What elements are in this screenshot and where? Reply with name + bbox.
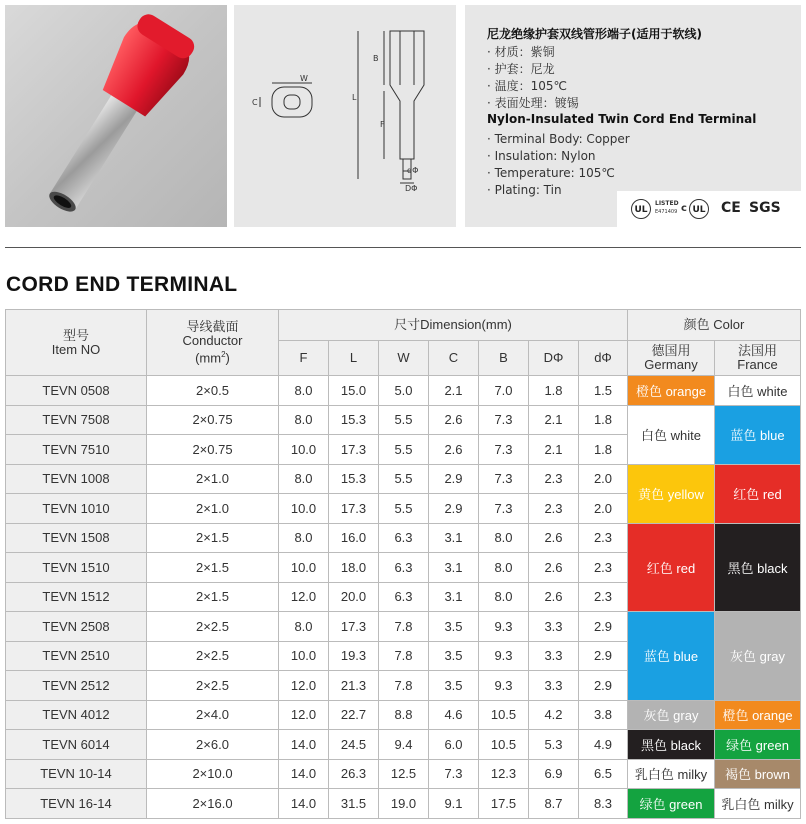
dimension-cell: 18.0	[329, 553, 379, 583]
dimension-cell: 2.9	[429, 464, 479, 494]
conductor-cell: 2×2.5	[147, 612, 279, 642]
table-row	[6, 700, 801, 730]
germany-color-cell: 黑色 black	[628, 730, 715, 760]
dimension-cell: 1.8	[529, 376, 579, 406]
dimension-cell: 7.3	[429, 759, 479, 789]
header-item: 型号 Item NO	[6, 310, 147, 376]
dimension-cell: 5.5	[379, 464, 429, 494]
ce-mark-icon: CE	[721, 200, 741, 216]
dimension-cell: 7.8	[379, 641, 429, 671]
header-conductor: 导线截面 Conductor $(mm^2)$	[147, 310, 279, 376]
ul-listed-number: E471409	[655, 209, 678, 215]
item-number-cell: TEVN 16-14	[6, 789, 147, 819]
dimension-cell: 8.0	[479, 553, 529, 583]
france-color-cell: 白色 white	[715, 376, 801, 406]
dimension-cell: 3.1	[429, 523, 479, 553]
dimension-cell: 5.5	[379, 405, 429, 435]
spec-en-insulation: · Insulation: Nylon	[487, 149, 596, 163]
dimension-cell: 26.3	[329, 759, 379, 789]
dimension-cell: 20.0	[329, 582, 379, 612]
germany-color-cell: 橙色 orange	[628, 376, 715, 406]
dimension-cell: 31.5	[329, 789, 379, 819]
dimension-cell: 4.2	[529, 700, 579, 730]
dimension-cell: 12.0	[279, 671, 329, 701]
dimension-cell: 6.9	[529, 759, 579, 789]
item-number-cell: TEVN 7508	[6, 405, 147, 435]
section-divider	[5, 247, 801, 248]
table-row	[6, 789, 801, 819]
spec-cn-insulation: · 护套：尼龙	[487, 62, 555, 76]
item-number-cell: TEVN 1512	[6, 582, 147, 612]
germany-color-cell: 绿色 green	[628, 789, 715, 819]
dimension-cell: 2.0	[579, 464, 628, 494]
item-number-cell: TEVN 0508	[6, 376, 147, 406]
dimension-cell: 8.0	[479, 582, 529, 612]
dimension-cell: 12.0	[279, 582, 329, 612]
conductor-cell: 2×1.5	[147, 523, 279, 553]
header-dim: F	[279, 341, 329, 376]
technical-drawing	[234, 5, 456, 227]
dimension-cell: 7.3	[479, 464, 529, 494]
dimension-cell: 5.5	[379, 435, 429, 465]
dimension-cell: 7.8	[379, 671, 429, 701]
item-number-cell: TEVN 1510	[6, 553, 147, 583]
conductor-cell: 2×0.75	[147, 435, 279, 465]
spec-cn-plating: · 表面处理：镀锡	[487, 96, 579, 110]
dimension-cell: 10.0	[279, 494, 329, 524]
dimension-cell: 17.3	[329, 494, 379, 524]
item-number-cell: TEVN 7510	[6, 435, 147, 465]
dimension-cell: 2.6	[429, 435, 479, 465]
conductor-cell: 2×1.0	[147, 494, 279, 524]
france-color-cell: 蓝色 blue	[715, 405, 801, 464]
header-france: 法国用 France	[715, 341, 801, 376]
dimension-cell: 3.3	[529, 641, 579, 671]
dimension-cell: 3.5	[429, 641, 479, 671]
dimension-cell: 16.0	[329, 523, 379, 553]
dimension-cell: 4.6	[429, 700, 479, 730]
dimension-cell: 8.0	[279, 405, 329, 435]
dimension-cell: 12.0	[279, 700, 329, 730]
dim-d-inner-label: dΦ	[407, 166, 419, 175]
dimension-cell: 15.3	[329, 464, 379, 494]
dimension-cell: 9.4	[379, 730, 429, 760]
dimension-cell: 10.0	[279, 435, 329, 465]
conductor-cell: 2×4.0	[147, 700, 279, 730]
france-color-cell: 绿色 green	[715, 730, 801, 760]
dimension-cell: 1.8	[579, 435, 628, 465]
dimension-cell: 9.3	[479, 612, 529, 642]
item-number-cell: TEVN 6014	[6, 730, 147, 760]
dim-l-label: L	[352, 93, 357, 102]
germany-color-cell: 红色 red	[628, 523, 715, 612]
dimension-cell: 22.7	[329, 700, 379, 730]
page-title: CORD END TERMINAL	[6, 273, 238, 296]
dimension-cell: 8.8	[379, 700, 429, 730]
item-number-cell: TEVN 2508	[6, 612, 147, 642]
certification-logos	[617, 191, 801, 227]
dimension-cell: 4.9	[579, 730, 628, 760]
ul-listed-text: LISTED	[655, 200, 679, 207]
dimension-cell: 6.0	[429, 730, 479, 760]
dimension-cell: 7.8	[379, 612, 429, 642]
france-color-cell: 灰色 gray	[715, 612, 801, 701]
conductor-cell: 2×6.0	[147, 730, 279, 760]
dimension-cell: 7.3	[479, 494, 529, 524]
cul-prefix: c	[681, 203, 687, 214]
conductor-cell: 2×1.0	[147, 464, 279, 494]
header-dim: W	[379, 341, 429, 376]
dimension-cell: 8.0	[279, 523, 329, 553]
dimension-cell: 3.1	[429, 582, 479, 612]
conductor-cell: 2×1.5	[147, 582, 279, 612]
dim-w-label: W	[300, 74, 308, 83]
dimension-cell: 3.5	[429, 612, 479, 642]
dimension-cell: 7.3	[479, 405, 529, 435]
dimension-cell: 10.0	[279, 641, 329, 671]
dimension-cell: 9.3	[479, 641, 529, 671]
spec-en-body: · Terminal Body: Copper	[487, 132, 630, 146]
dimension-cell: 17.3	[329, 612, 379, 642]
dimension-cell: 9.3	[479, 671, 529, 701]
dimension-cell: 8.0	[479, 523, 529, 553]
conductor-cell: 2×0.75	[147, 405, 279, 435]
dimension-cell: 2.3	[579, 582, 628, 612]
conductor-cell: 2×0.5	[147, 376, 279, 406]
dimension-cell: 12.3	[479, 759, 529, 789]
dimension-cell: 5.5	[379, 494, 429, 524]
france-color-cell: 褐色 brown	[715, 759, 801, 789]
conductor-cell: 2×2.5	[147, 641, 279, 671]
conductor-cell: 2×2.5	[147, 671, 279, 701]
dimension-cell: 24.5	[329, 730, 379, 760]
header-dimension: 尺寸Dimension(mm)	[279, 310, 628, 341]
dimension-cell: 2.6	[429, 405, 479, 435]
dimension-cell: 2.1	[529, 435, 579, 465]
table-row	[6, 730, 801, 760]
table-row	[6, 464, 801, 494]
cord-end-terminal-image	[5, 5, 227, 227]
dimension-cell: 2.6	[529, 523, 579, 553]
item-number-cell: TEVN 1010	[6, 494, 147, 524]
dimension-cell: 2.9	[579, 671, 628, 701]
conductor-cell: 2×1.5	[147, 553, 279, 583]
germany-color-cell: 黄色 yellow	[628, 464, 715, 523]
dimension-cell: 15.0	[329, 376, 379, 406]
dimension-cell: 8.0	[279, 612, 329, 642]
item-number-cell: TEVN 4012	[6, 700, 147, 730]
title-en: Nylon-Insulated Twin Cord End Terminal	[487, 112, 757, 126]
dimension-cell: 17.3	[329, 435, 379, 465]
dimension-cell: 2.9	[579, 612, 628, 642]
germany-color-cell: 灰色 gray	[628, 700, 715, 730]
table-row	[6, 759, 801, 789]
item-number-cell: TEVN 1008	[6, 464, 147, 494]
dimension-cell: 14.0	[279, 789, 329, 819]
dimension-cell: 10.5	[479, 700, 529, 730]
header-dim: dΦ	[579, 341, 628, 376]
header-dim: B	[479, 341, 529, 376]
dimension-cell: 5.0	[379, 376, 429, 406]
dimension-cell: 9.1	[429, 789, 479, 819]
table-row	[6, 376, 801, 406]
dimension-cell: 14.0	[279, 730, 329, 760]
dimension-cell: 2.3	[579, 523, 628, 553]
dimension-cell: 3.3	[529, 671, 579, 701]
dimension-cell: 3.8	[579, 700, 628, 730]
spec-cn-temperature: · 温度：105℃	[487, 79, 568, 93]
dimension-cell: 8.0	[279, 464, 329, 494]
dimension-cell: 2.3	[579, 553, 628, 583]
france-color-cell: 红色 red	[715, 464, 801, 523]
dimension-cell: 19.0	[379, 789, 429, 819]
germany-color-cell: 蓝色 blue	[628, 612, 715, 701]
dimension-cell: 3.1	[429, 553, 479, 583]
france-color-cell: 橙色 orange	[715, 700, 801, 730]
dimension-cell: 2.6	[529, 553, 579, 583]
spec-en-plating: · Plating: Tin	[487, 183, 562, 197]
dimension-cell: 6.5	[579, 759, 628, 789]
dimension-cell: 5.3	[529, 730, 579, 760]
dim-f-label: F	[380, 120, 385, 129]
dimension-cell: 7.3	[479, 435, 529, 465]
spec-panel	[465, 5, 801, 227]
dimension-cell: 8.0	[279, 376, 329, 406]
dimension-cell: 2.9	[429, 494, 479, 524]
dim-c-label: C	[252, 98, 258, 107]
title-cn: 尼龙绝缘护套双线管形端子(适用于软线)	[487, 27, 702, 41]
spec-table	[5, 309, 801, 819]
dimension-cell: 2.6	[529, 582, 579, 612]
product-photo	[5, 5, 227, 227]
dimension-cell: 2.1	[529, 405, 579, 435]
cul-logo-icon: UL	[689, 199, 709, 219]
item-number-cell: TEVN 10-14	[6, 759, 147, 789]
table-row	[6, 523, 801, 553]
spec-en-temperature: · Temperature: 105℃	[487, 166, 615, 180]
france-color-cell: 乳白色 milky	[715, 789, 801, 819]
dimension-cell: 2.3	[529, 494, 579, 524]
dimension-cell: 7.0	[479, 376, 529, 406]
dimension-cell: 1.8	[579, 405, 628, 435]
dimension-cell: 3.5	[429, 671, 479, 701]
dimension-cell: 1.5	[579, 376, 628, 406]
conductor-cell: 2×10.0	[147, 759, 279, 789]
dimension-cell: 2.3	[529, 464, 579, 494]
dimension-cell: 17.5	[479, 789, 529, 819]
header-dim: L	[329, 341, 379, 376]
table-row	[6, 405, 801, 435]
header-germany: 德国用 Germany	[628, 341, 715, 376]
dimension-cell: 14.0	[279, 759, 329, 789]
dimension-cell: 10.5	[479, 730, 529, 760]
germany-color-cell: 白色 white	[628, 405, 715, 464]
header-color: 颜色 Color	[628, 310, 801, 341]
dimension-cell: 2.1	[429, 376, 479, 406]
dimension-cell: 2.9	[579, 641, 628, 671]
dimension-cell: 19.3	[329, 641, 379, 671]
dimension-cell: 8.3	[579, 789, 628, 819]
dimension-cell: 3.3	[529, 612, 579, 642]
dimension-cell: 15.3	[329, 405, 379, 435]
header-dim: C	[429, 341, 479, 376]
dimension-cell: 2.0	[579, 494, 628, 524]
dimension-cell: 6.3	[379, 553, 429, 583]
item-number-cell: TEVN 1508	[6, 523, 147, 553]
spec-cn-material: · 材质：紫铜	[487, 45, 555, 59]
table-row	[6, 612, 801, 642]
dim-d-outer-label: DΦ	[405, 184, 418, 193]
dimension-cell: 6.3	[379, 582, 429, 612]
header-dim: DΦ	[529, 341, 579, 376]
dimension-cell: 21.3	[329, 671, 379, 701]
sgs-logo-icon: SGS	[749, 200, 781, 216]
dimension-cell: 8.7	[529, 789, 579, 819]
item-number-cell: TEVN 2512	[6, 671, 147, 701]
dimension-cell: 6.3	[379, 523, 429, 553]
ul-logo-icon: UL	[631, 199, 651, 219]
item-number-cell: TEVN 2510	[6, 641, 147, 671]
dim-b-label: B	[373, 54, 379, 63]
conductor-cell: 2×16.0	[147, 789, 279, 819]
dimension-cell: 10.0	[279, 553, 329, 583]
germany-color-cell: 乳白色 milky	[628, 759, 715, 789]
dimension-cell: 12.5	[379, 759, 429, 789]
france-color-cell: 黑色 black	[715, 523, 801, 612]
